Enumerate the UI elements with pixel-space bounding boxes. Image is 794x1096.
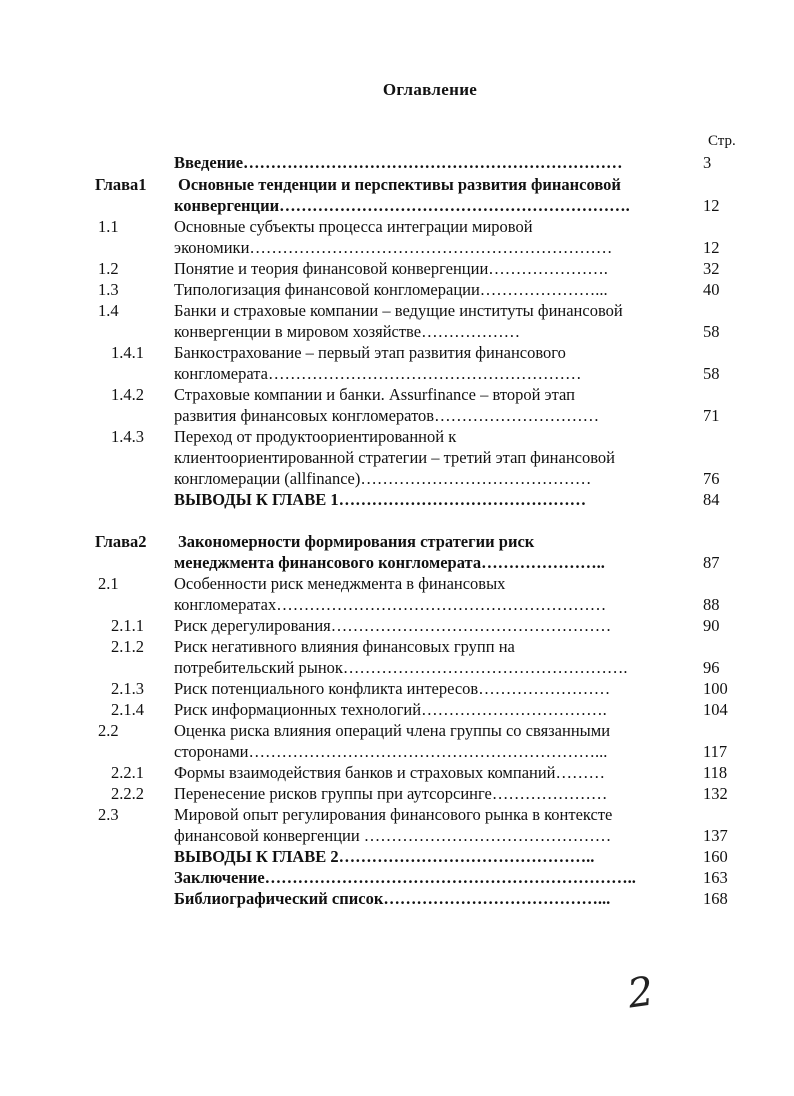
toc-entry-text: конгломерации (allfinance)……………………………………	[174, 469, 592, 488]
toc-entry-text: Риск потенциального конфликта интересов……………………	[174, 679, 611, 698]
toc-entry-number: Глава2	[95, 532, 147, 551]
toc-entry-text: Основные тенденции и перспективы развития финансовой	[178, 175, 621, 194]
toc-entry-text: Риск дерегулирования……………………………………………	[174, 616, 612, 635]
toc-entry-number: 1.4.1	[111, 343, 144, 362]
toc-entry-text: Библиографический список…………………………………...	[174, 889, 611, 908]
toc-entry-page: 3	[703, 153, 712, 172]
toc-entry-page: 132	[703, 784, 728, 803]
toc-entry-number: 1.4.2	[111, 385, 144, 404]
toc-entry-number: 1.2	[98, 259, 119, 278]
toc-entry-text: Риск информационных технологий…………………………….	[174, 700, 607, 719]
toc-entry-page: 58	[703, 364, 720, 383]
toc-entry-number: 2.2	[98, 721, 119, 740]
toc-entry-text: клиентоориентированной стратегии – третий этап финансовой	[174, 448, 615, 467]
toc-entry-page: 168	[703, 889, 728, 908]
toc-entry-number: 1.3	[98, 280, 119, 299]
toc-entry-page: 87	[703, 553, 720, 572]
toc-entry-page: 100	[703, 679, 728, 698]
toc-entry-number: Глава1	[95, 175, 147, 194]
toc-entry-page: 104	[703, 700, 728, 719]
toc-entry-page: 12	[703, 196, 720, 215]
toc-entry-page: 12	[703, 238, 720, 257]
toc-entry-page: 90	[703, 616, 720, 635]
toc-entry-text: Банкострахование – первый этап развития финансового	[174, 343, 566, 362]
toc-entry-page: 71	[703, 406, 720, 425]
toc-entry-page: 76	[703, 469, 720, 488]
toc-entry-text: Основные субъекты процесса интеграции мировой	[174, 217, 533, 236]
toc-entry-number: 2.2.2	[111, 784, 144, 803]
toc-entry-text: конгломератах……………………………………………………	[174, 595, 607, 614]
toc-entry-text: конвергенции в мировом хозяйстве………………	[174, 322, 521, 341]
toc-entry-page: 163	[703, 868, 728, 887]
toc-entry-text: Типологизация финансовой конгломерации…………………...	[174, 280, 608, 299]
toc-entry-number: 1.1	[98, 217, 119, 236]
toc-entry-page: 58	[703, 322, 720, 341]
toc-entry-number: 1.4	[98, 301, 119, 320]
toc-entry-page: 118	[703, 763, 728, 782]
toc-entry-number: 2.1.4	[111, 700, 144, 719]
toc-entry-page: 40	[703, 280, 720, 299]
toc-entry-text: менеджмента финансового конгломерата…………………..	[174, 553, 605, 572]
toc-entry-text: Банки и страховые компании – ведущие институты финансовой	[174, 301, 623, 320]
toc-entry-text: ВЫВОДЫ К ГЛАВЕ 1………………………………………	[174, 490, 587, 509]
toc-entry-text: Риск негативного влияния финансовых групп на	[174, 637, 515, 656]
toc-entry-text: ВЫВОДЫ К ГЛАВЕ 2………………………………………..	[174, 847, 595, 866]
toc-entry-page: 117	[703, 742, 728, 761]
toc-entry-number: 2.1.1	[111, 616, 144, 635]
toc-entry-text: Особенности риск менеджмента в финансовых	[174, 574, 506, 593]
toc-entry-page: 84	[703, 490, 720, 509]
toc-entry-text: конгломерата…………………………………………………	[174, 364, 582, 383]
toc-entry-text: финансовой конвергенции ………………………………………	[174, 826, 612, 845]
toc-entry-text: Формы взаимодействия банков и страховых компаний………	[174, 763, 606, 782]
toc-entry-text: сторонами………………………………………………………...	[174, 742, 608, 761]
toc-entry-page: 32	[703, 259, 720, 278]
toc-entry-page: 88	[703, 595, 720, 614]
toc-entry-number: 2.1	[98, 574, 119, 593]
toc-entry-number: 2.2.1	[111, 763, 144, 782]
toc-entry-text: Заключение…………………………………………………………..	[174, 868, 636, 887]
toc-entry-text: Введение……………………………………………………………	[174, 153, 623, 172]
toc-entry-page: 96	[703, 658, 720, 677]
toc-entry-text: конвергенции……………………………………………………….	[174, 196, 630, 215]
toc-entry-text: экономики…………………………………………………………	[174, 238, 613, 257]
toc-entry-page: 160	[703, 847, 728, 866]
toc-entry-text: Мировой опыт регулирования финансового рынка в контексте	[174, 805, 613, 824]
page-column-label: Стр.	[708, 133, 736, 149]
toc-entry-text: Страховые компании и банки. Assurfinance – второй этап	[174, 385, 575, 404]
toc-entry-text: развития финансовых конгломератов…………………………	[174, 406, 600, 425]
toc-entry-page: 137	[703, 826, 728, 845]
toc-entry-text: Переход от продуктоориентированной к	[174, 427, 457, 446]
handwritten-page-number: 2	[624, 968, 657, 1018]
toc-entry-text: Закономерности формирования стратегии риск	[178, 532, 535, 551]
toc-entry-number: 2.1.3	[111, 679, 144, 698]
toc-entry-number: 2.3	[98, 805, 119, 824]
toc-entry-number: 1.4.3	[111, 427, 144, 446]
toc-entry-text: Перенесение рисков группы при аутсорсинге…………………	[174, 784, 608, 803]
toc-entry-text: потребительский рынок…………………………………………….	[174, 658, 628, 677]
toc-entry-text: Оценка риска влияния операций члена группы со связанными	[174, 721, 611, 740]
toc-entry-number: 2.1.2	[111, 637, 144, 656]
toc-entry-text: Понятие и теория финансовой конвергенции………………….	[174, 259, 608, 278]
toc-title: Оглавление	[382, 80, 478, 99]
